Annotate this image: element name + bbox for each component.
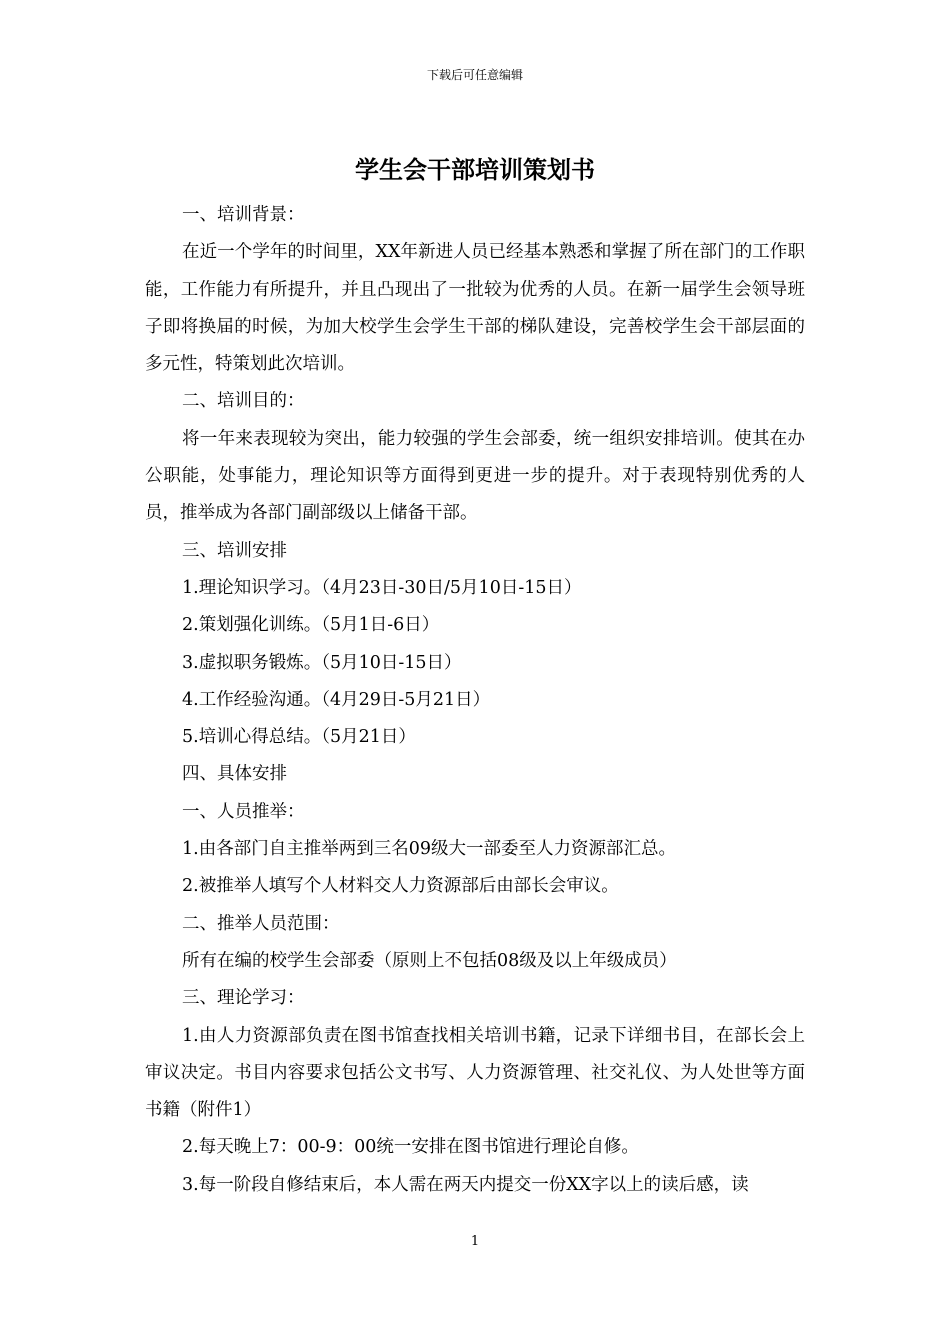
paragraph: 一、培训背景： bbox=[182, 205, 305, 225]
paragraph: 1.理论知识学习。（4月23日-30日/5月10日-15日） bbox=[182, 577, 582, 598]
document-title: 学生会干部培训策划书 bbox=[355, 156, 595, 184]
paragraph: 1.由人力资源部负责在图书馆查找相关培训书籍，记录下详细书目，在部长会上审议决定。书目内容要求包括公文书写、人力资源管理、社交礼仪、为人处世等方面书籍（附件1） bbox=[145, 1025, 805, 1121]
document-body bbox=[145, 197, 805, 1204]
paragraph: 一、人员推举： bbox=[182, 801, 305, 822]
paragraph: 二、培训目的： bbox=[182, 391, 305, 412]
paragraph: 1.由各部门自主推举两到三名09级大一部委至人力资源部汇总。 bbox=[182, 839, 676, 860]
paragraph: 5.培训心得总结。（5月21日） bbox=[182, 727, 416, 748]
paragraph: 四、具体安排 bbox=[182, 764, 287, 785]
paragraph: 三、理论学习： bbox=[182, 988, 305, 1009]
paragraph: 3.虚拟职务锻炼。（5月10日-15日） bbox=[182, 652, 462, 673]
paragraph: 4.工作经验沟通。（4月29日-5月21日） bbox=[182, 689, 491, 710]
header-note: 下载后可任意编辑 bbox=[426, 68, 523, 82]
paragraph: 在近一个学年的时间里，XX年新进人员已经基本熟悉和掌握了所在部门的工作职能，工作能力有所提升，并且凸现出了一批较为优秀的人员。在新一届学生会领导班子即将换届的时候，为加大校学生会学生干部的梯队建设，完善校学生会干部层面的多元性，特策划此次培训。 bbox=[145, 242, 805, 375]
paragraph: 3.每一阶段自修结束后，本人需在两天内提交一份XX字以上的读后感，读 bbox=[182, 1174, 749, 1195]
paragraph: 所有在编的校学生会部委（原则上不包括08级及以上年级成员） bbox=[182, 950, 677, 971]
page-number: 1 bbox=[470, 1234, 480, 1249]
paragraph: 将一年来表现较为突出，能力较强的学生会部委，统一组织安排培训。使其在办公职能，处事能力，理论知识等方面得到更进一步的提升。对于表现特别优秀的人员，推举成为各部门副部级以上储备干部。 bbox=[145, 428, 805, 524]
paragraph: 2.每天晚上7：00-9：00统一安排在图书馆进行理论自修。 bbox=[182, 1137, 639, 1158]
paragraph: 二、推举人员范围： bbox=[182, 913, 340, 934]
paragraph: 三、培训安排 bbox=[182, 540, 287, 561]
paragraph: 2.策划强化训练。（5月1日-6日） bbox=[182, 615, 440, 636]
paragraph: 2.被推举人填写个人材料交人力资源部后由部长会审议。 bbox=[182, 876, 619, 897]
